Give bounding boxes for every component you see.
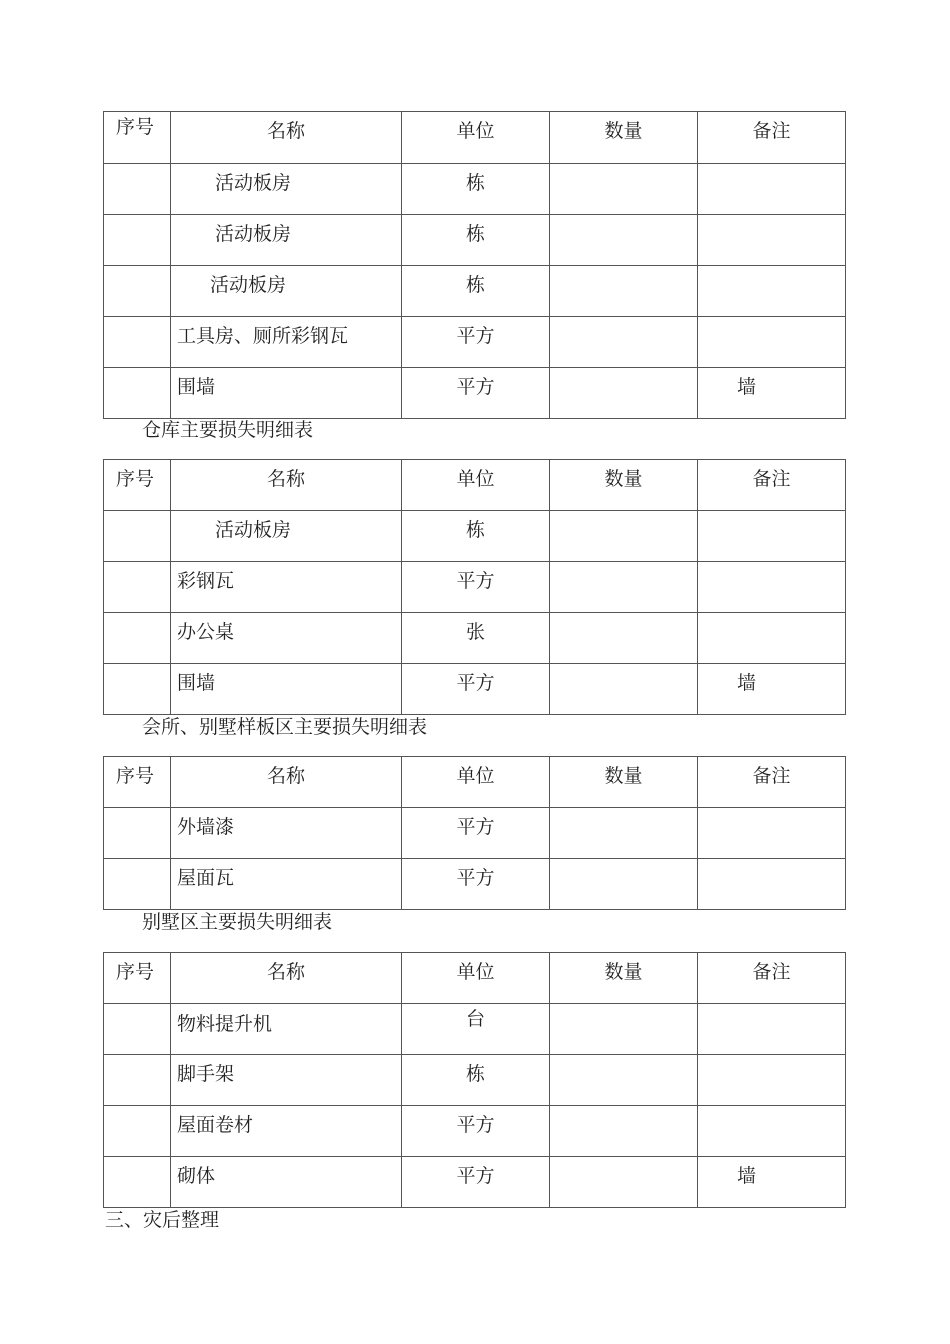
- table-row: [104, 1106, 846, 1157]
- table-row: [104, 368, 846, 419]
- cell-seq: [104, 1055, 171, 1106]
- cell-remark: [698, 808, 846, 859]
- header-remark: 备注: [698, 757, 846, 808]
- header-unit: 单位: [402, 953, 550, 1004]
- cell-seq: [104, 317, 171, 368]
- cell-seq: [104, 664, 171, 715]
- cell-seq: [104, 1106, 171, 1157]
- header-name: 名称: [171, 460, 402, 511]
- table-row: [104, 511, 846, 562]
- cell-name: 围墙: [171, 664, 402, 715]
- cell-name: 活动板房: [171, 266, 402, 317]
- cell-seq: [104, 215, 171, 266]
- header-remark: 备注: [698, 460, 846, 511]
- cell-quantity: [550, 1004, 698, 1055]
- table-row: [104, 164, 846, 215]
- header-remark: 备注: [698, 953, 846, 1004]
- cell-remark: [698, 1004, 846, 1055]
- cell-remark: 墙: [698, 664, 846, 715]
- table-caption-warehouse: 仓库主要损失明细表: [142, 419, 314, 441]
- cell-name: 砌体: [171, 1157, 402, 1208]
- cell-name: 屋面卷材: [171, 1106, 402, 1157]
- header-remark: 备注: [698, 112, 846, 164]
- cell-name: 活动板房: [171, 511, 402, 562]
- table-row: [104, 1055, 846, 1106]
- table-caption-villa: 别墅区主要损失明细表: [142, 911, 333, 933]
- cell-unit: 栋: [402, 164, 550, 215]
- cell-unit: 台: [402, 1004, 550, 1055]
- cell-name: 外墙漆: [171, 808, 402, 859]
- header-name: 名称: [171, 112, 402, 164]
- cell-remark: [698, 317, 846, 368]
- cell-unit: 栋: [402, 1055, 550, 1106]
- cell-quantity: [550, 859, 698, 910]
- table-row: [104, 317, 846, 368]
- cell-seq: [104, 562, 171, 613]
- table-row: [104, 1157, 846, 1208]
- cell-name: 彩钢瓦: [171, 562, 402, 613]
- header-quantity: 数量: [550, 460, 698, 511]
- cell-seq: [104, 368, 171, 419]
- section-heading: 三、灾后整理: [105, 1209, 220, 1231]
- table-header-row: [104, 757, 846, 808]
- cell-remark: [698, 266, 846, 317]
- cell-unit: 张: [402, 613, 550, 664]
- header-unit: 单位: [402, 112, 550, 164]
- loss-table-3: [103, 756, 846, 910]
- loss-table-2: [103, 459, 846, 715]
- header-seq: 序号: [104, 112, 171, 164]
- table-row: [104, 562, 846, 613]
- cell-remark: [698, 562, 846, 613]
- cell-name: 脚手架: [171, 1055, 402, 1106]
- table-row: [104, 808, 846, 859]
- cell-name: 办公桌: [171, 613, 402, 664]
- cell-quantity: [550, 808, 698, 859]
- cell-quantity: [550, 266, 698, 317]
- cell-seq: [104, 613, 171, 664]
- cell-unit: 平方: [402, 859, 550, 910]
- cell-remark: [698, 859, 846, 910]
- header-seq: 序号: [104, 953, 171, 1004]
- table-caption-clubhouse: 会所、别墅样板区主要损失明细表: [142, 716, 428, 738]
- table-row: [104, 664, 846, 715]
- cell-remark: [698, 215, 846, 266]
- cell-quantity: [550, 613, 698, 664]
- cell-quantity: [550, 368, 698, 419]
- cell-remark: [698, 1106, 846, 1157]
- cell-quantity: [550, 562, 698, 613]
- cell-seq: [104, 859, 171, 910]
- header-seq: 序号: [104, 460, 171, 511]
- cell-unit: 平方: [402, 562, 550, 613]
- cell-unit: 平方: [402, 664, 550, 715]
- cell-name: 围墙: [171, 368, 402, 419]
- cell-remark: 墙: [698, 368, 846, 419]
- cell-quantity: [550, 1055, 698, 1106]
- table-header-row: [104, 953, 846, 1004]
- cell-unit: 平方: [402, 1157, 550, 1208]
- cell-unit: 平方: [402, 317, 550, 368]
- cell-quantity: [550, 215, 698, 266]
- header-name: 名称: [171, 757, 402, 808]
- header-quantity: 数量: [550, 757, 698, 808]
- cell-unit: 平方: [402, 1106, 550, 1157]
- header-seq: 序号: [104, 757, 171, 808]
- cell-unit: 栋: [402, 266, 550, 317]
- loss-table-1: [103, 111, 846, 419]
- header-name: 名称: [171, 953, 402, 1004]
- cell-seq: [104, 511, 171, 562]
- cell-quantity: [550, 317, 698, 368]
- cell-name: 物料提升机: [171, 1004, 402, 1055]
- table-row: [104, 266, 846, 317]
- cell-quantity: [550, 664, 698, 715]
- cell-name: 活动板房: [171, 164, 402, 215]
- cell-seq: [104, 266, 171, 317]
- cell-name: 屋面瓦: [171, 859, 402, 910]
- cell-unit: 平方: [402, 368, 550, 419]
- loss-table-4: [103, 952, 846, 1208]
- cell-name: 工具房、厕所彩钢瓦: [171, 317, 402, 368]
- cell-remark: 墙: [698, 1157, 846, 1208]
- table-row: [104, 1004, 846, 1055]
- header-quantity: 数量: [550, 953, 698, 1004]
- table-row: [104, 859, 846, 910]
- cell-seq: [104, 164, 171, 215]
- cell-unit: 栋: [402, 511, 550, 562]
- cell-quantity: [550, 1106, 698, 1157]
- table-row: [104, 613, 846, 664]
- cell-name: 活动板房: [171, 215, 402, 266]
- table-header-row: [104, 460, 846, 511]
- cell-seq: [104, 1004, 171, 1055]
- table-row: [104, 215, 846, 266]
- table-header-row: [104, 112, 846, 164]
- header-unit: 单位: [402, 757, 550, 808]
- cell-remark: [698, 511, 846, 562]
- header-quantity: 数量: [550, 112, 698, 164]
- cell-seq: [104, 808, 171, 859]
- cell-quantity: [550, 164, 698, 215]
- cell-remark: [698, 1055, 846, 1106]
- cell-unit: 平方: [402, 808, 550, 859]
- cell-remark: [698, 613, 846, 664]
- cell-seq: [104, 1157, 171, 1208]
- cell-unit: 栋: [402, 215, 550, 266]
- cell-quantity: [550, 511, 698, 562]
- cell-remark: [698, 164, 846, 215]
- header-unit: 单位: [402, 460, 550, 511]
- cell-quantity: [550, 1157, 698, 1208]
